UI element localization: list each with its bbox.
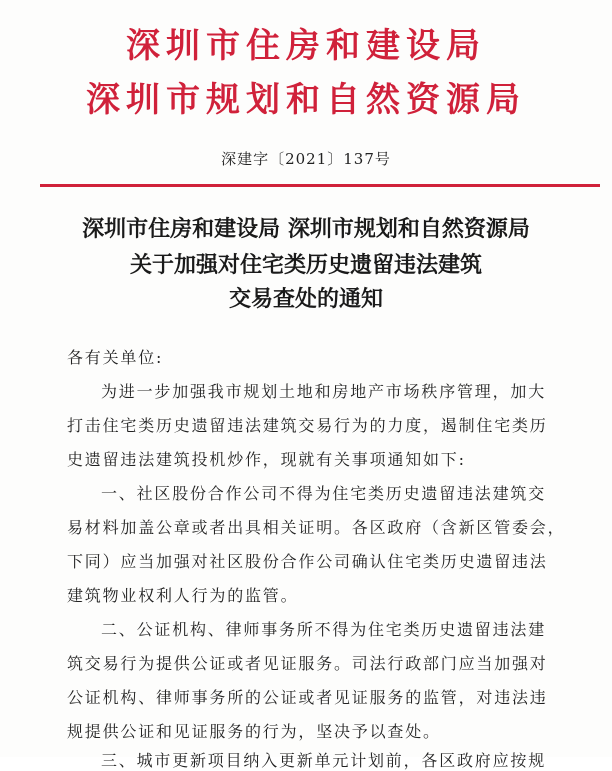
body-line: 规提供公证和见证服务的行为，坚决予以查处。	[67, 722, 441, 741]
body-line: 建筑物业权利人行为的监管。	[67, 586, 299, 605]
salutation: 各有关单位:	[67, 348, 164, 367]
document-title-line3: 交易查处的通知	[228, 286, 383, 312]
document-title-line2: 关于加强对住宅类历史遗留违法建筑	[129, 252, 482, 278]
body-line: 易材料加盖公章或者出具相关证明。各区政府（含新区管委会，	[67, 518, 566, 537]
body-line: 二、公证机构、律师事务所不得为住宅类历史遗留违法建	[101, 620, 547, 639]
body-line: 下同）应当加强对社区股份合作公司确认住宅类历史遗留违法	[67, 552, 548, 571]
body-line: 为进一步加强我市规划土地和房地产市场秩序管理，加大	[101, 382, 547, 401]
issuer-header-line2: 深圳市规划和自然资源局	[86, 80, 526, 120]
red-divider-line	[40, 184, 600, 187]
body-line: 史遗留违法建筑投机炒作，现就有关事项通知如下:	[67, 450, 466, 469]
body-line: 打击住宅类历史遗留违法建筑交易行为的力度，遏制住宅类历	[67, 416, 548, 435]
issuer-header-line1: 深圳市住房和建设局	[126, 26, 486, 66]
body-line: 筑交易行为提供公证或者见证服务。司法行政部门应当加强对	[67, 654, 548, 673]
document-number: 深建字〔2021〕137号	[221, 150, 391, 168]
document-title-line1: 深圳市住房和建设局 深圳市规划和自然资源局	[82, 216, 530, 242]
body-line: 三、城市更新项目纳入更新单元计划前，各区政府应按规	[101, 751, 547, 770]
body-line: 一、社区股份合作公司不得为住宅类历史遗留违法建筑交	[101, 484, 547, 503]
body-line: 公证机构、律师事务所的公证或者见证服务的监管，对违法违	[67, 688, 548, 707]
